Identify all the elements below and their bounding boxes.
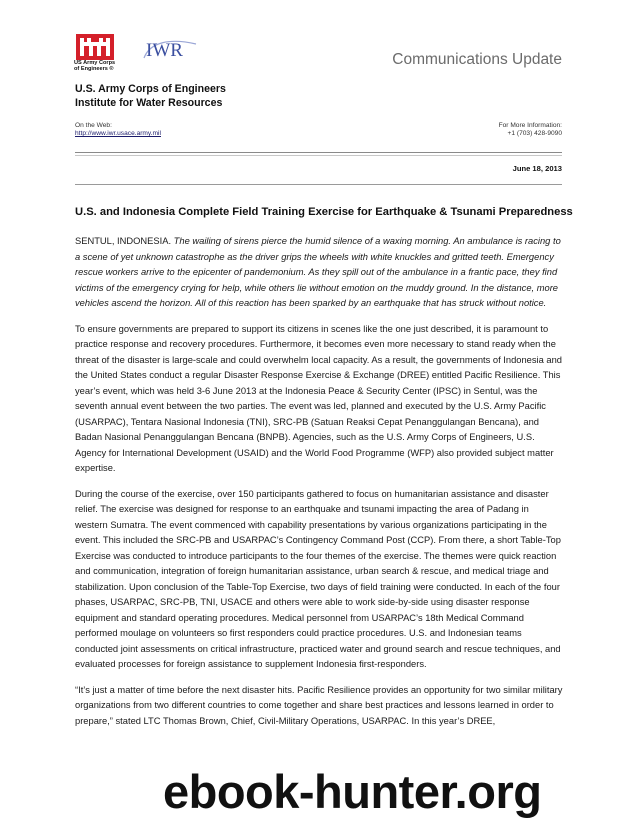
usace-logo <box>76 34 114 60</box>
article-headline: U.S. and Indonesia Complete Field Training Exercise for Earthquake & Tsunami Preparedness <box>75 206 573 218</box>
paragraph-2: To ensure governments are prepared to support its citizens in scenes like the one just described, it is paramount to practice response and recovery procedures. Furthermore, it becomes even more necessary to stand ready when the threat of the disaster is large-scale and could overwhelm local capacity. As a result, the governments of Indonesia and the United States conduct a regular Disaster Response Exercise & Exchange (DREE) entitled Pacific Resilience. This year’s event, which was held 3-6 June 2013 at the Indonesia Peace & Security Center (IPSC) in Sentul, was the seventh annual event between the two parties. The event was led, planned and executed by the U.S. Army Pacific (USARPAC), Tentara Nasional Indonesia (TNI), SRC-PB (Satuan Reaksi Cepat Penanggulangan Bencana), and Badan Nasional Penanggulangan Bencana (BNPB). Agencies, such as the U.S. Army Corps of Engineers, U.S. Agency for International Development (USAID) and the World Food Programme (WFP) also provided subject matter expertise. <box>75 323 563 473</box>
article-body <box>75 234 564 739</box>
usace-caption-line1: US Army Corps <box>74 60 116 66</box>
website-link[interactable]: http://www.iwr.usace.army.mil <box>75 130 161 137</box>
iwr-logo <box>140 36 198 62</box>
date-divider <box>75 184 562 185</box>
castle-icon <box>76 34 114 60</box>
web-label: On the Web: <box>75 122 112 129</box>
paragraph-3: During the course of the exercise, over 150 participants gathered to focus on humanitarian assistance and disaster relief. The exercise was designed for response to an earthquake and tsunami impacting the area of Padang in western Sumatra. The event commenced with capability presentations by various organizations participating in the event. This included the SRC-PB and USARPAC’s Contingency Command Post (CCP). From there, a short Table-Top Exercise was conducted to introduce participants to the four themes of the exercise. The themes were quick reaction and communication, integration of foreign humanitarian assistance, urban search & rescue, and medical triage and stabilization. Upon conclusion of the Table-Top Exercise, two days of field training were conducted. In each of the four phases, USARPAC, SRC-PB, TNI, USACE and others were able to work side-by-side using disaster response equipment and standard operating procedures. Medical personnel from USARPAC’s 18th Medical Command performed moulage on volunteers so first responders could practice procedures. U.S. and Indonesian teams conducted joint assessments on critical infrastructure, practiced water and ground search and rescue techniques, and evaluated processes for foreign assistance to supplement Indonesia first-responders. <box>75 488 561 669</box>
contact-phone: +1 (703) 428-9090 <box>507 130 562 137</box>
iwr-logo-text: IWR <box>146 40 183 61</box>
organization-name <box>75 83 226 110</box>
paragraph-4: “It’s just a matter of time before the next disaster hits. Pacific Resilience provides an opportunity for two similar military organizations from two different countries to come together and share best practices and lessons learned in order to prepare,” stated LTC Thomas Brown, Chief, Civil-Military Operations, USARPAC. In this year’s DREE, <box>75 684 563 726</box>
lead-text: The wailing of sirens pierce the humid silence of a waxing morning. An ambulance is racing to a scene of yet unknown catastrophe as the driver grips the wheels with white knuckles and gritted teeth. Emergency rescue workers arrive to the epicenter of pandemonium. As they spill out of the ambulance in a frantic pace, they find victims of the emergency crying for help, while others lie without emotion on the muddy ground. In the distance, more vehicles ascend the horizon. All of this reaction has been sparked by an earthquake that has struck without notice. <box>75 236 561 308</box>
lead-paragraph <box>75 234 564 312</box>
org-line2: Institute for Water Resources <box>75 96 223 109</box>
document-title: Communications Update <box>392 51 562 68</box>
watermark: ebook-hunter.org <box>163 765 542 818</box>
dateline: SENTUL, INDONESIA. <box>75 236 172 246</box>
header-divider-secondary <box>75 155 562 156</box>
contact-label: For More Information: <box>498 122 562 129</box>
header-divider <box>75 152 562 153</box>
release-date: June 18, 2013 <box>512 164 562 173</box>
org-line1: U.S. Army Corps of Engineers <box>75 83 226 95</box>
usace-caption <box>74 60 115 72</box>
usace-caption-line2: of Engineers ® <box>74 66 114 73</box>
